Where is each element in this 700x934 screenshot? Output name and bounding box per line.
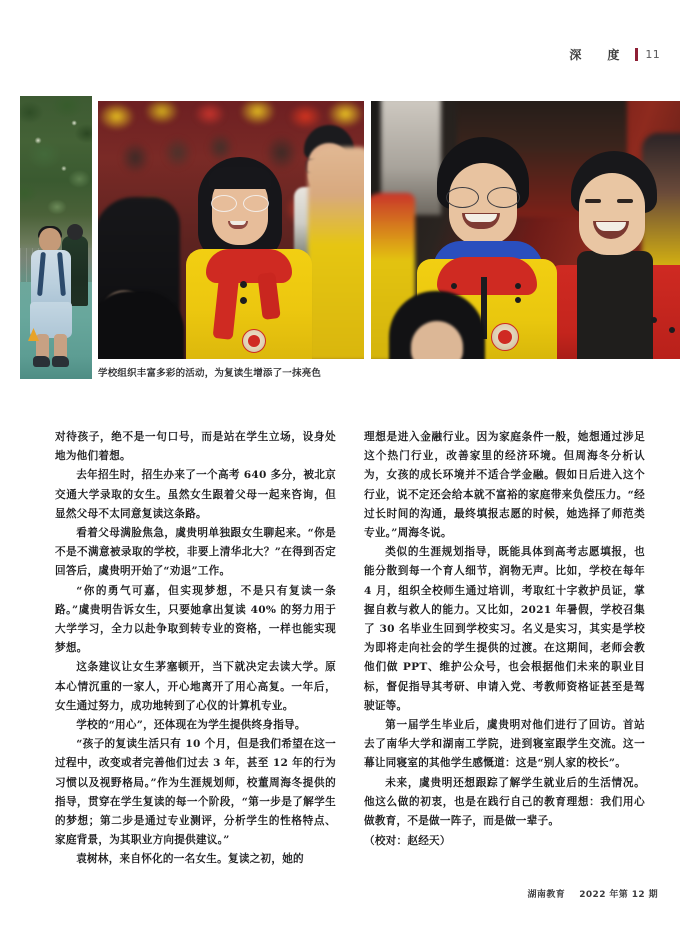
- boy-b-snap-two: [669, 327, 675, 333]
- player-shoe-left: [33, 356, 50, 367]
- boy-b-snap-one: [651, 317, 657, 323]
- paragraph: 去年招生时，招生办来了一个高考 640 多分，被北京交通大学录取的女生。虽然女生跟着父母一起来咨询，但显然父母不太同意复读这条路。: [55, 469, 336, 520]
- students-laughing-photo: [371, 101, 680, 359]
- basketball-player: [26, 228, 78, 368]
- paragraph: 类似的生涯规划指导，既能具体到高考志愿填报，也能分散到每一个育人细节，润物无声。比如，学校在每年 4 月，组织全校师生通过培训，考取红十字救护员证，掌握自救与救人的能力。又比如，2021 年暑假，学校召集了 30 名毕业生回到学校实习。名义是实习，其实是学校为即将走向社会的学生提供的过渡。在这期间，老师会教他们做 PPT、维护公众号，也会根据他们未来的职业目标，督促指导其考研、申请入党、考教师资格证甚至是驾驶证等。: [364, 546, 645, 712]
- left-column: [55, 428, 336, 868]
- girl-bangs: [208, 167, 272, 189]
- page-number: 11: [645, 47, 660, 61]
- paragraph: 学校的“用心”，还体现在为学生提供终身指导。: [76, 719, 306, 732]
- laughing-boy-right: [559, 151, 675, 359]
- paragraph: 看着父母满脸焦急，虞贵明单独跟女生聊起来。“你是不是不满意被录取的学校，非要上清华北大？”在得到否定回答后，虞贵明开始了“劝退”工作。: [55, 527, 336, 578]
- girl-jacket-button-bottom: [240, 297, 247, 304]
- boy-a-glasses-icon: [443, 187, 523, 206]
- basketball-court-photo: [20, 96, 92, 379]
- right-column: [364, 428, 645, 868]
- player-jersey: [31, 250, 71, 308]
- player-shorts: [30, 302, 72, 338]
- boy-a-red-collar: [437, 257, 537, 295]
- section-title: 深 度: [569, 47, 627, 62]
- girl-jacket-button-top: [240, 281, 247, 288]
- page-footer: [528, 887, 658, 900]
- students-crowd-photo: [98, 101, 364, 359]
- paragraph: 理想是进入金融行业。因为家庭条件一般，她想通过涉足这个热门行业，改善家里的经济环境。但周海冬分析认为，女孩的成长环境并不适合学金融。假如日后进入这个行业，说不定还会给本就不富裕的家庭带来负偿压力。“经过长时间的沟通，最终填报志愿的时候，她选择了师范类专业。”周海冬说。: [364, 431, 645, 540]
- paragraph: “孩子的复读生活只有 10 个月，但是我们希望在这一过程中，改变或者完善他们过去 3 年，甚至 12 年的行为习惯以及视野格局。”作为生涯规划师，校董周海冬提供的指导，贯穿在学生复读的每一个阶段，“第一步是了解学生的梦想；第二步是通过专业测评，分析学生的性格特点、家庭背景，为其职业方向提供建议。”: [55, 738, 336, 847]
- photo-caption: 学校组织丰富多彩的活动，为复读生增添了一抹亮色: [98, 368, 322, 379]
- paragraph: 第一届学生毕业后，虞贵明对他们进行了回访。首站去了南华大学和湖南工学院，进到寝室跟学生交流。这一幕让同寝室的其他学生感慨道：这是“别人家的校长”。: [364, 719, 645, 770]
- boy-b-eye-right: [617, 199, 633, 203]
- paragraph: 袁树林，来自怀化的一名女生。复读之初，她的: [76, 853, 304, 866]
- player-shoe-right: [52, 356, 69, 367]
- issue-label: 2022 年第 12 期: [579, 890, 658, 900]
- running-header: [569, 44, 660, 64]
- boy-a-snap-three: [515, 283, 521, 289]
- boy-b-face: [579, 173, 645, 255]
- magazine-name: 湖南教育: [527, 890, 566, 900]
- proofreader-credit: （校对：赵经天）: [364, 835, 451, 848]
- school-badge-icon: [491, 323, 519, 351]
- boy-a-snap-one: [451, 283, 457, 289]
- boy-a-snap-four: [515, 297, 521, 303]
- paragraph: 这条建议让女生茅塞顿开，当下就决定去读大学。原本心情沉重的一家人，开心地离开了用心高复。一年后，女生通过努力，成功地转到了心仪的计算机专业。: [55, 661, 336, 712]
- boy-b-shirt: [577, 251, 653, 359]
- paragraph: 未来，虞贵明还想跟踪了解学生就业后的生活情况。他这么做的初衷，也是在践行自己的教育理想：我们用心做教育，不是做一阵子，而是做一辈子。: [364, 776, 645, 828]
- article-body: [55, 428, 645, 868]
- school-badge-icon: [242, 329, 266, 353]
- girl-glasses-icon: [210, 195, 270, 210]
- boy-b-eye-left: [585, 199, 601, 203]
- foreground-silhouette: [98, 291, 184, 359]
- photo-band: [20, 96, 680, 381]
- paragraph: 对待孩子，绝不是一句口号，而是站在学生立场，设身处地为他们着想。: [55, 431, 336, 463]
- paragraph: “你的勇气可嘉，但实现梦想，不是只有复读一条路。”虞贵明告诉女生，只要她拿出复读 40% 的努力用于大学学习，全力以赴争取到转专业的资格，一样也能实现梦想。: [55, 584, 336, 655]
- crowd-right-edge: [308, 147, 364, 359]
- player-head: [39, 228, 61, 252]
- header-rule: [635, 48, 638, 61]
- focus-girl-student: [190, 157, 308, 359]
